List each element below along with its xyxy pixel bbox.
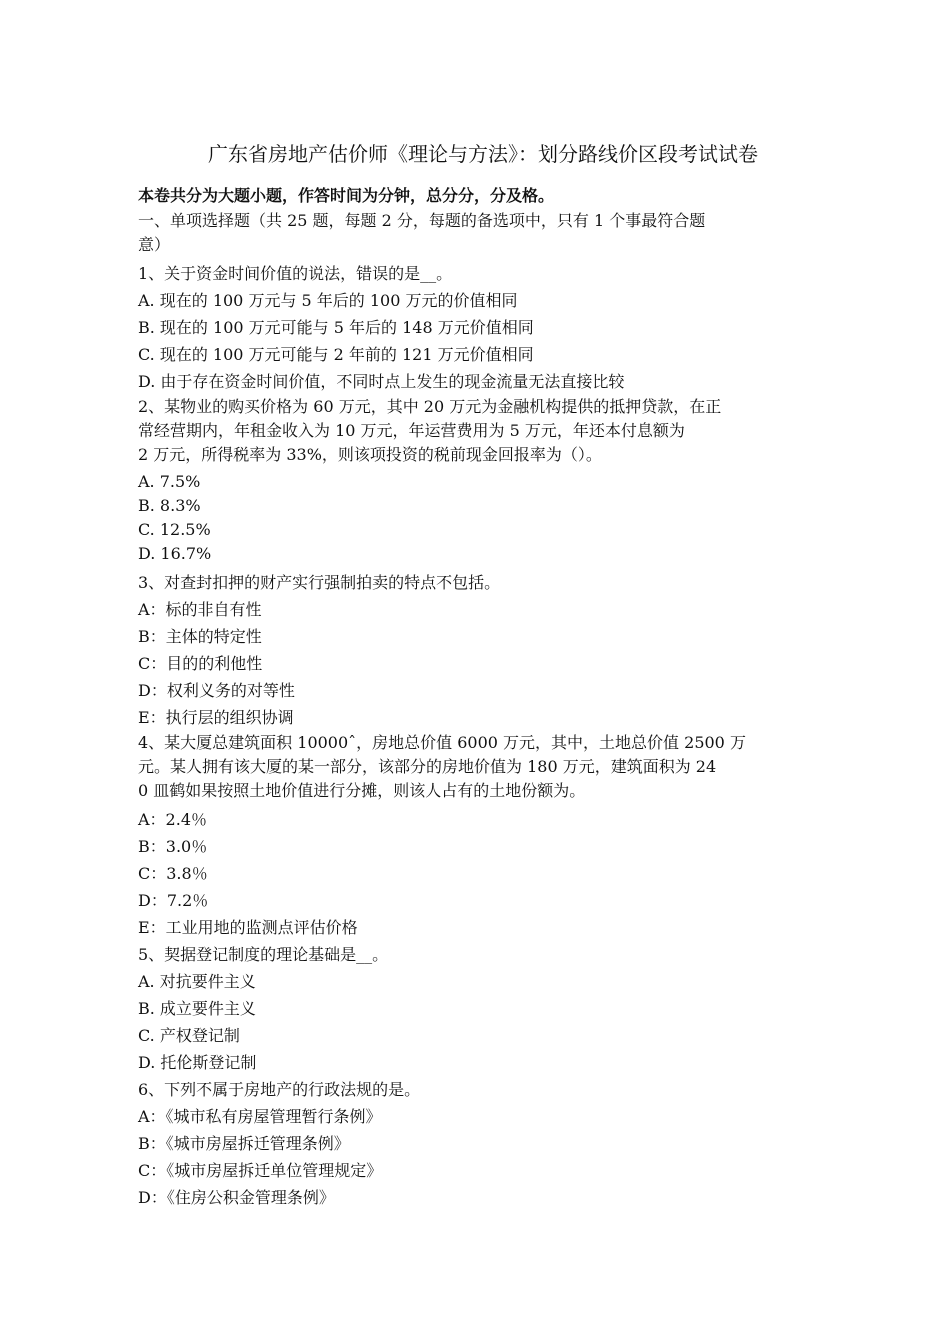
question-stem: 6、下列不属于房地产的行政法规的是。 <box>138 1080 421 1099</box>
question-option: B：主体的特定性 <box>138 627 262 646</box>
question-option: C：3.8％ <box>138 864 208 883</box>
question-stem <box>138 395 818 467</box>
question-2 <box>138 395 818 566</box>
question-option: A：2.4％ <box>138 810 208 829</box>
question-stem-line: 常经营期内，年租金收入为 10 万元，年运营费用为 5 万元，年还本付息额为 <box>138 421 685 440</box>
document-body <box>138 182 818 1211</box>
question-option: A：《城市私有房屋管理暂行条例》 <box>138 1107 382 1126</box>
question-option: B. 8.3% <box>138 496 201 515</box>
question-option: C：目的的利他性 <box>138 654 263 673</box>
question-option: D：权利义务的对等性 <box>138 681 295 700</box>
question-stem: 3、对查封扣押的财产实行强制拍卖的特点不包括。 <box>138 573 501 592</box>
question-option: D：7.2％ <box>138 891 209 910</box>
question-option: E：工业用地的监测点评估价格 <box>138 918 358 937</box>
question-4 <box>138 731 818 941</box>
question-stem <box>138 731 818 803</box>
question-option: C. 12.5% <box>138 520 211 539</box>
question-option: B. 现在的 100 万元可能与 5 年后的 148 万元价值相同 <box>138 318 534 337</box>
section-header-line: 意） <box>138 235 171 254</box>
question-stem-line: 2、某物业的购买价格为 60 万元，其中 20 万元为金融机构提供的抵押贷款，在正 <box>138 397 722 416</box>
question-stem-line: 4、某大厦总建筑面积 10000ˆ，房地总价值 6000 万元，其中，土地总价值 2500 万 <box>138 733 746 752</box>
document-title: 广东省房地产估价师《理论与方法》：划分路线价区段考试试卷 <box>208 142 758 166</box>
question-stem: 1、关于资金时间价值的说法，错误的是__。 <box>138 264 453 283</box>
section-header <box>138 209 818 257</box>
question-option: B：3.0％ <box>138 837 208 856</box>
question-stem: 5、契据登记制度的理论基础是__。 <box>138 945 389 964</box>
question-option: D：《住房公积金管理条例》 <box>138 1188 335 1207</box>
question-option: A：标的非自有性 <box>138 600 262 619</box>
question-6 <box>138 1076 818 1211</box>
question-option: D. 16.7% <box>138 544 212 563</box>
section-header-line: 一、单项选择题（共 25 题，每题 2 分，每题的备选项中，只有 1 个事最符合题 <box>138 211 706 230</box>
question-1 <box>138 260 818 395</box>
question-stem-line: 元。某人拥有该大厦的某一部分，该部分的房地价值为 180 万元，建筑面积为 24 <box>138 757 717 776</box>
question-option: C. 产权登记制 <box>138 1026 240 1045</box>
question-option: C. 现在的 100 万元可能与 2 年前的 121 万元价值相同 <box>138 345 534 364</box>
question-stem-line: 0 皿鹤如果按照土地价值进行分摊，则该人占有的土地份额为。 <box>138 781 586 800</box>
exam-summary: 本卷共分为大题小题，作答时间为分钟，总分分，分及格。 <box>138 186 555 205</box>
question-stem-line: 2 万元，所得税率为 33%，则该项投资的税前现金回报率为（）。 <box>138 445 602 464</box>
question-option: B. 成立要件主义 <box>138 999 256 1018</box>
question-option: D. 托伦斯登记制 <box>138 1053 257 1072</box>
question-option: C：《城市房屋拆迁单位管理规定》 <box>138 1161 383 1180</box>
question-option: D. 由于存在资金时间价值，不同时点上发生的现金流量无法直接比较 <box>138 372 625 391</box>
question-option: A. 7.5% <box>138 472 201 491</box>
question-option: A. 现在的 100 万元与 5 年后的 100 万元的价值相同 <box>138 291 518 310</box>
question-option: A. 对抗要件主义 <box>138 972 256 991</box>
question-option: B：《城市房屋拆迁管理条例》 <box>138 1134 350 1153</box>
question-option: E：执行层的组织协调 <box>138 708 294 727</box>
question-3 <box>138 569 818 731</box>
question-5 <box>138 941 818 1076</box>
